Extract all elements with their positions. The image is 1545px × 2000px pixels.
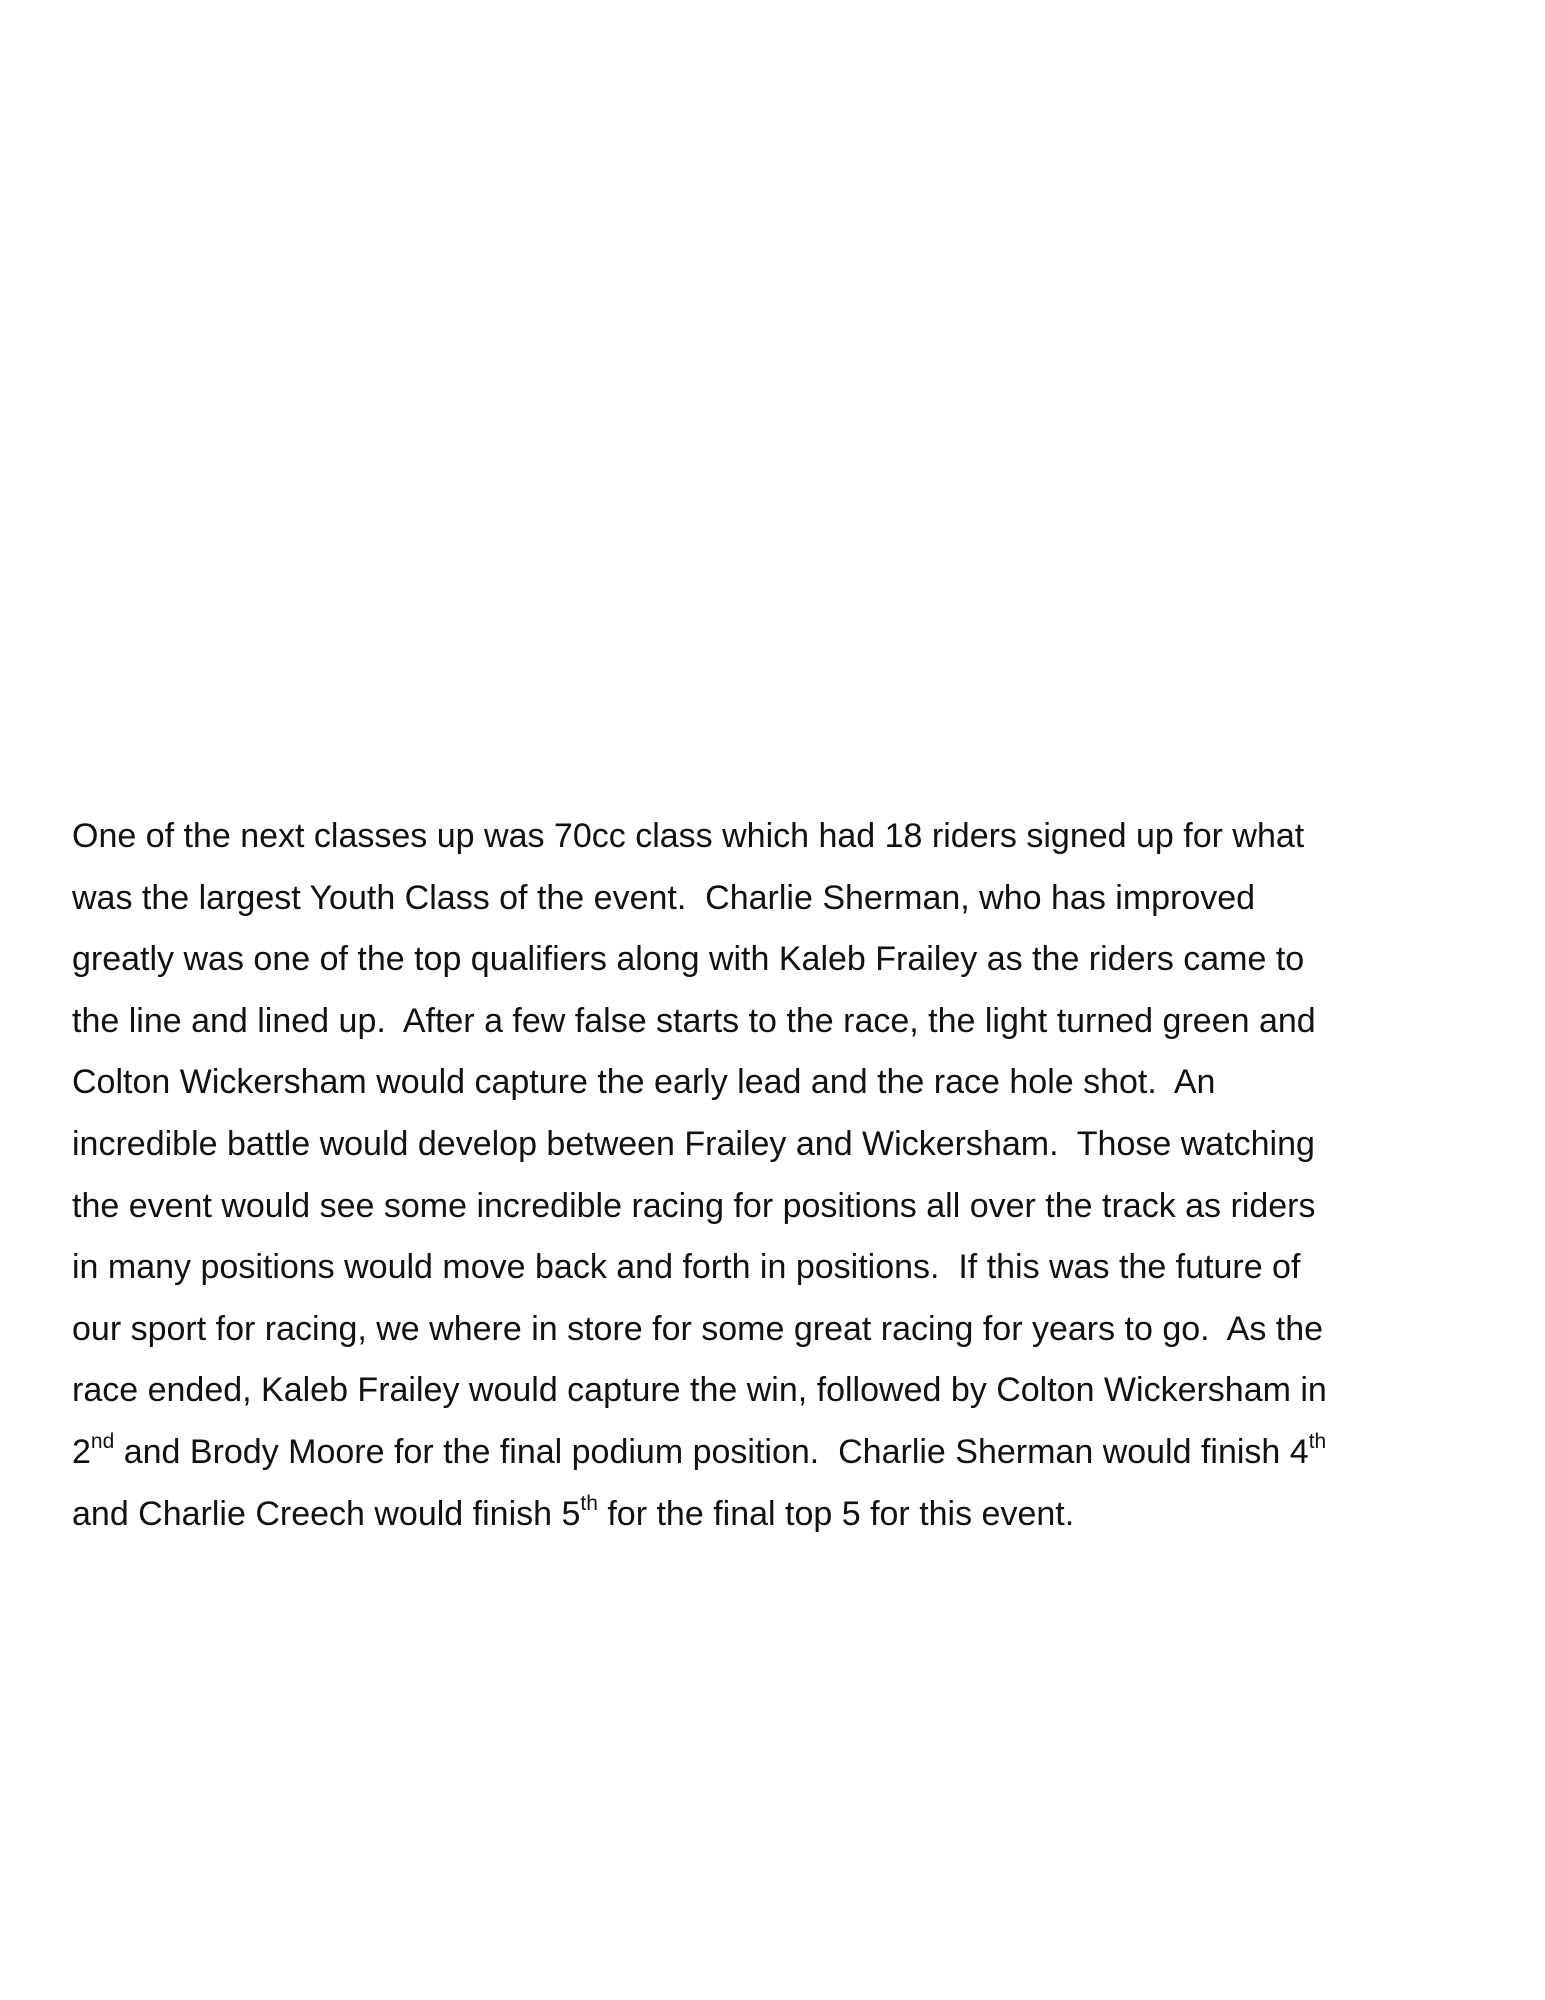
- text-segment: Colton Wickersham would capture the early lead and the race hole shot. An: [72, 1063, 1216, 1102]
- text-segment: and Charlie Creech would finish 5: [72, 1494, 581, 1533]
- text-segment: the line and lined up. After a few false starts to the race, the light turned green and: [72, 1001, 1316, 1040]
- text-line: [72, 1299, 1492, 1361]
- text-segment: One of the next classes up was 70cc class which had 18 riders signed up for what: [72, 817, 1305, 855]
- text-line: [72, 1114, 1492, 1176]
- text-segment: for the final top 5 for this event.: [597, 1494, 1075, 1533]
- text-segment: our sport for racing, we where in store for some great racing for years to go. As the: [72, 1309, 1324, 1348]
- text-segment: incredible battle would develop between Frailey and Wickersham. Those watching: [72, 1124, 1315, 1163]
- text-segment: the event would see some incredible racing for positions all over the track as riders: [72, 1186, 1316, 1225]
- text-line: [72, 1360, 1492, 1422]
- text-segment: race ended, Kaleb Frailey would capture the win, followed by Colton Wickersham in: [72, 1371, 1327, 1410]
- text-line: [72, 929, 1492, 991]
- text-line: [72, 1052, 1492, 1114]
- text-line: [72, 1484, 1492, 1546]
- text-segment: 2: [72, 1432, 91, 1471]
- article-paragraph: [72, 806, 1492, 1545]
- ordinal-superscript: nd: [90, 1429, 115, 1453]
- text-line: [72, 1237, 1492, 1299]
- text-segment: and Brody Moore for the final podium position. Charlie Sherman would finish 4: [114, 1432, 1309, 1471]
- text-line: [72, 991, 1492, 1053]
- text-line: [72, 868, 1492, 930]
- ordinal-superscript: th: [580, 1491, 598, 1515]
- text-line: [72, 806, 1492, 868]
- text-segment: was the largest Youth Class of the event. Charlie Sherman, who has improved: [72, 878, 1256, 917]
- text-line: [72, 1176, 1492, 1238]
- ordinal-superscript: th: [1308, 1429, 1327, 1453]
- text-segment: in many positions would move back and forth in positions. If this was the future of: [72, 1248, 1301, 1287]
- text-line: [72, 1422, 1492, 1484]
- text-segment: greatly was one of the top qualifiers along with Kaleb Frailey as the riders came to: [72, 940, 1305, 979]
